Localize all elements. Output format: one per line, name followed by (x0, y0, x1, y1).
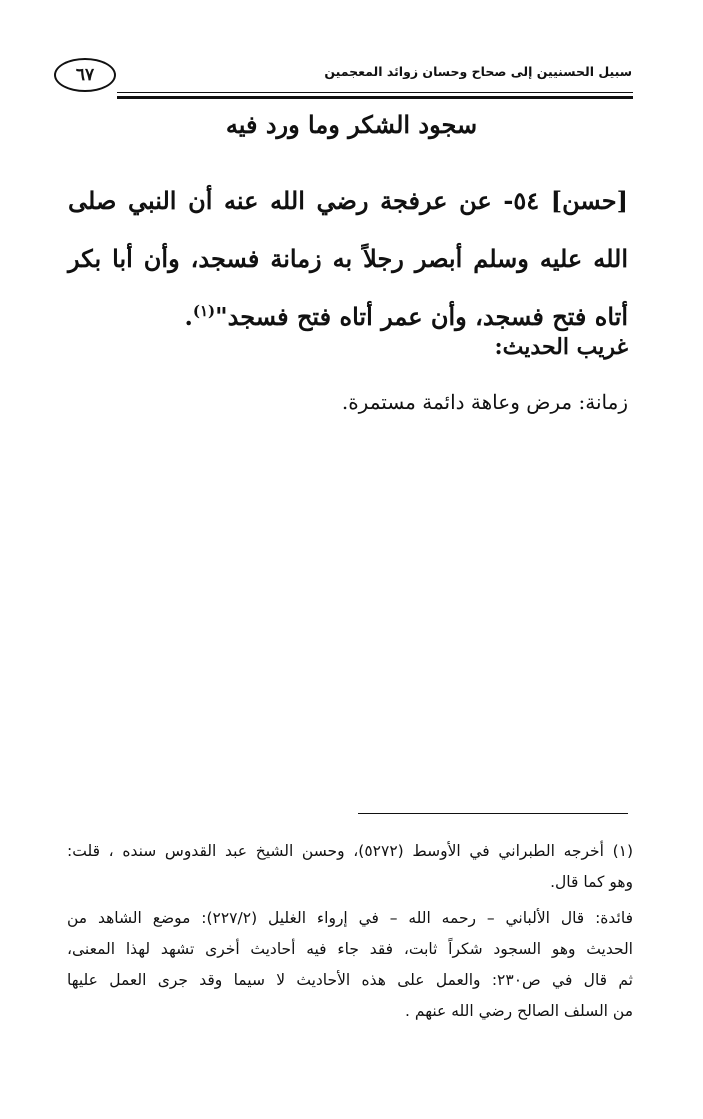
footnote-line: وهو كما قال. (550, 873, 633, 891)
hadith-number: ٥٤- (503, 186, 540, 215)
gharib-definition: زمانة: مرض وعاهة دائمة مستمرة. (341, 390, 628, 414)
footnote-line: فائدة: قال الألباني – رحمه الله – في إرواء الغليل (٢٢٧/٢): موضع الشاهد من (67, 909, 633, 927)
hadith-text: عن عرفجة رضي الله عنه أن النبي صلى الله عليه وسلم أبصر رجلاً به زمانة فسجد، وأن أبا بكر أتاه فتح فسجد، وأن عمر أتاه فتح فسجد" (68, 186, 628, 331)
hadith-end: . (184, 302, 193, 331)
page-header (54, 56, 632, 92)
running-book-title: سبيل الحسنيين إلى صحاح وحسان زوائد المعجمين (324, 64, 632, 79)
footnotes (67, 836, 633, 1032)
header-rule-thin (117, 92, 633, 93)
footnote-1 (67, 836, 633, 898)
section-title: سجود الشكر وما ورد فيه (225, 110, 478, 139)
footnote-reference: (١) (192, 302, 216, 320)
footnote-faida (67, 903, 633, 1027)
page-number: ٦٧ (54, 58, 116, 92)
footnote-line: (١) أخرجه الطبراني في الأوسط (٥٢٧٢)، وحسن الشيخ عبد القدوس سنده ، قلت: (67, 842, 634, 860)
hadith-grade: [حسن] (550, 186, 628, 215)
footnote-separator (358, 813, 628, 814)
footnote-line: الحديث وهو السجود شكراً ثابت، فقد جاء فيه أحاديث أخرى تشهد لهذا المعنى، (67, 940, 633, 958)
footnote-line: من السلف الصالح رضي الله عنهم . (405, 1002, 633, 1020)
footnote-line: ثم قال في ص٢٣٠: والعمل على هذه الأحاديث لا سيما وقد جرى العمل عليها (67, 971, 633, 989)
header-rule-thick (117, 96, 633, 99)
gharib-heading: غريب الحديث: (494, 334, 628, 360)
hadith-paragraph (68, 172, 628, 346)
